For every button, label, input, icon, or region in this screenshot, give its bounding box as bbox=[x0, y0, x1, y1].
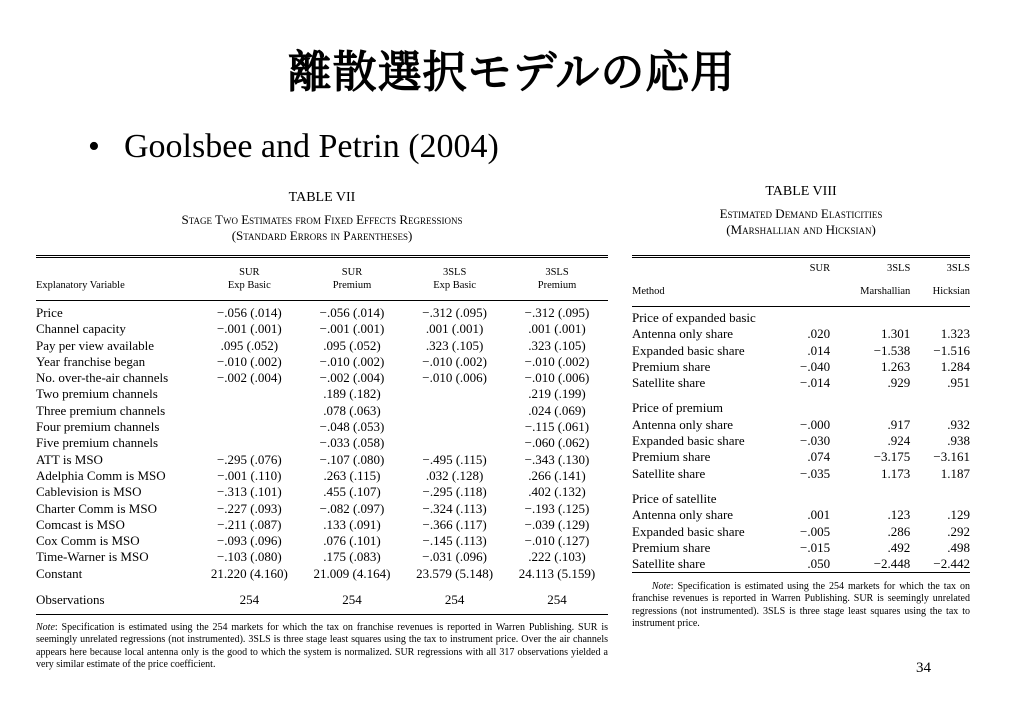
table7-row bbox=[36, 354, 608, 370]
table8-row bbox=[632, 375, 970, 391]
table7-bottom-rule bbox=[36, 615, 608, 616]
table7-cell: −.495 (.115) bbox=[422, 451, 487, 467]
table7-row-label: Three premium channels bbox=[36, 402, 166, 418]
table8-row-label: Satellite share bbox=[632, 375, 706, 391]
table7-row bbox=[36, 517, 608, 533]
table7-cell: −.312 (.095) bbox=[524, 305, 590, 320]
table7-cell: −.227 (.093) bbox=[216, 500, 282, 516]
table8-cell: .938 bbox=[947, 433, 970, 449]
table7-cell: −.056 (.014) bbox=[319, 305, 385, 320]
table7-cell: −.010 (.127) bbox=[524, 533, 590, 549]
table7-rule-cell bbox=[36, 615, 608, 616]
table7-cell: .219 (.199) bbox=[528, 386, 586, 402]
table8-cell: 1.263 bbox=[881, 358, 911, 374]
table8-subtitle: (Marshallian and Hicksian) bbox=[726, 222, 876, 237]
table8-header-cell: 3SLS bbox=[946, 263, 970, 274]
table7-header-cell: SUR bbox=[341, 267, 363, 278]
table7-subtitle: (Standard Errors in Parentheses) bbox=[231, 228, 413, 243]
table7-note-label: Note bbox=[36, 622, 55, 633]
table8-row-label: Expanded basic share bbox=[632, 523, 745, 539]
table8-row bbox=[632, 343, 970, 359]
table7-cell: −.001 (.001) bbox=[319, 321, 385, 337]
table7-cell: .024 (.069) bbox=[528, 402, 586, 418]
table7-row-label: Year franchise began bbox=[36, 353, 146, 369]
table8-cell: .074 bbox=[807, 449, 831, 465]
table7-cell: .263 (.115) bbox=[323, 467, 381, 483]
table7-row-label: No. over-the-air channels bbox=[36, 370, 169, 386]
table7-row bbox=[36, 403, 608, 419]
table8-cell: 1.323 bbox=[940, 326, 970, 342]
table8-group-label: Price of premium bbox=[632, 400, 723, 416]
table8-group-header bbox=[632, 400, 970, 416]
table8-row-label: Premium share bbox=[632, 449, 711, 465]
table7-cell: .076 (.101) bbox=[323, 533, 381, 549]
table7-row bbox=[36, 549, 608, 565]
table7-header-cell: 3SLS bbox=[442, 267, 467, 278]
table7-cell bbox=[403, 435, 506, 451]
table7 bbox=[36, 255, 608, 615]
table8-cell: −3.175 bbox=[873, 449, 911, 465]
table8-row-label: Expanded basic share bbox=[632, 342, 745, 358]
table7-cell: −.107 (.080) bbox=[319, 451, 385, 467]
table7-cell: −.010 (.002) bbox=[524, 353, 590, 369]
table7-row-label: Observations bbox=[36, 592, 105, 608]
table8-group-label: Price of expanded basic bbox=[632, 310, 756, 325]
table7-cell: .402 (.132) bbox=[528, 484, 586, 500]
table7-row bbox=[36, 435, 608, 451]
table7-row bbox=[36, 338, 608, 354]
bullet-dot-icon: • bbox=[88, 128, 100, 165]
table8-cell: 1.173 bbox=[881, 465, 911, 481]
table7-cell: −.145 (.113) bbox=[422, 533, 487, 549]
table7-header-cell: Exp Basic bbox=[227, 280, 271, 291]
table8-cell: .924 bbox=[887, 433, 911, 449]
table7-cell: 21.009 (4.164) bbox=[313, 565, 391, 581]
table7-cell: .095 (.052) bbox=[323, 337, 381, 353]
table8-cell: −.030 bbox=[800, 433, 831, 449]
table8-bottom-rule bbox=[632, 573, 970, 574]
table7-row-label: ATT is MSO bbox=[36, 451, 103, 467]
table7-cell: −.002 (.004) bbox=[216, 370, 282, 386]
table7-cell: −.312 (.095) bbox=[422, 305, 488, 320]
table7-cell: −.313 (.101) bbox=[216, 484, 282, 500]
table7-cell: −.001 (.110) bbox=[217, 467, 282, 483]
table8-cell: 1.187 bbox=[940, 465, 970, 481]
table8-cell: .001 bbox=[807, 507, 831, 523]
table7-cell: −.039 (.129) bbox=[524, 516, 590, 532]
table8-header-cell: Hicksian bbox=[932, 286, 970, 297]
table7-header-cell: Explanatory Variable bbox=[36, 280, 125, 291]
table8-cell: .917 bbox=[887, 416, 911, 432]
table7-cell: −.295 (.076) bbox=[216, 451, 282, 467]
table8-cell: −2.442 bbox=[933, 556, 970, 572]
table7-cell bbox=[198, 419, 301, 435]
table8-cell: .050 bbox=[807, 556, 831, 572]
table7-cell: 21.220 (4.160) bbox=[210, 565, 288, 581]
table7-cell: .095 (.052) bbox=[220, 337, 279, 353]
table7-title: Stage Two Estimates from Fixed Effects Regressions bbox=[181, 212, 463, 227]
table8-cell: .123 bbox=[887, 507, 911, 523]
table8-header-top bbox=[632, 257, 970, 276]
table8-cell: −.035 bbox=[800, 465, 831, 481]
table8-row bbox=[632, 433, 970, 449]
table7-header-cell: Exp Basic bbox=[433, 280, 477, 291]
table8-cell: −1.538 bbox=[873, 342, 911, 358]
table7-cell bbox=[198, 386, 301, 402]
table7-header-cell: 3SLS bbox=[545, 267, 569, 278]
table7-cell: 254 bbox=[444, 592, 465, 608]
table8-cell: −.005 bbox=[800, 523, 831, 539]
table7-row bbox=[36, 566, 608, 582]
table7-header-cell: SUR bbox=[239, 267, 260, 278]
table8-cell: .932 bbox=[947, 416, 970, 432]
table7-row-label: Cox Comm is MSO bbox=[36, 533, 140, 549]
table7-cell: .001 (.001) bbox=[425, 321, 484, 337]
bullet-text: Goolsbee and Petrin (2004) bbox=[124, 128, 499, 165]
table7-cell: 254 bbox=[547, 592, 567, 608]
table8-cell: .929 bbox=[887, 375, 911, 391]
table7-cell: .032 (.128) bbox=[425, 467, 484, 483]
table8-row-label: Expanded basic share bbox=[632, 433, 745, 449]
table8-group-gap bbox=[632, 391, 970, 400]
table8-group-gap bbox=[632, 482, 970, 491]
table7-row bbox=[36, 419, 608, 435]
table7-header-cell: Premium bbox=[537, 280, 577, 291]
table7-row-label: Two premium channels bbox=[36, 386, 158, 402]
table7-cell: −.010 (.006) bbox=[524, 370, 590, 386]
table7-row bbox=[36, 468, 608, 484]
table8-gap-cell bbox=[632, 391, 970, 400]
table7-cell: −.093 (.096) bbox=[216, 533, 282, 549]
table7-row bbox=[36, 452, 608, 468]
table7-row-label: Comcast is MSO bbox=[36, 516, 125, 532]
table7-cell: .266 (.141) bbox=[528, 467, 586, 483]
table7-cell: −.010 (.002) bbox=[319, 353, 385, 369]
table7-cell bbox=[403, 403, 506, 419]
table7-note bbox=[36, 622, 608, 672]
table8-cell: .020 bbox=[807, 326, 831, 342]
table8-cell: −.000 bbox=[800, 416, 831, 432]
table8-cell: −2.448 bbox=[873, 556, 911, 572]
table7-header-cell bbox=[36, 257, 198, 280]
table8-header-cell: Method bbox=[632, 286, 665, 297]
table7-cell: −.031 (.096) bbox=[422, 549, 488, 565]
table8-cell: .014 bbox=[807, 342, 831, 358]
table7-row bbox=[36, 484, 608, 500]
table8-caption bbox=[632, 184, 970, 238]
table7-caption bbox=[36, 190, 608, 244]
table8-row-label: Antenna only share bbox=[632, 507, 734, 523]
table8-row bbox=[632, 507, 970, 523]
table7-cell: .323 (.105) bbox=[425, 337, 484, 353]
table8-note bbox=[632, 581, 970, 631]
table7-cell: −.056 (.014) bbox=[216, 305, 282, 320]
table8-cell: .292 bbox=[947, 523, 970, 539]
table8-cell: .498 bbox=[947, 539, 970, 555]
table7-cell: .001 (.001) bbox=[528, 321, 586, 337]
table8-cell: −.040 bbox=[800, 358, 831, 374]
table7-cell: 254 bbox=[239, 592, 260, 608]
table7-cell: .175 (.083) bbox=[323, 549, 381, 565]
table7-row bbox=[36, 533, 608, 549]
table7-row-label: Four premium channels bbox=[36, 419, 160, 435]
table7-row-label: Five premium channels bbox=[36, 435, 159, 451]
table7-cell: .222 (.103) bbox=[528, 549, 586, 565]
table7-header-cell: Premium bbox=[332, 280, 372, 291]
table7-cell bbox=[198, 403, 301, 419]
table7-cell: .323 (.105) bbox=[528, 337, 586, 353]
table8-cell: 1.284 bbox=[940, 358, 970, 374]
table7-cell: −.010 (.002) bbox=[422, 353, 488, 369]
table7-cell bbox=[198, 435, 301, 451]
table7-cell: −.324 (.113) bbox=[422, 500, 487, 516]
table8-cell: −.015 bbox=[800, 539, 831, 555]
table7-cell: 23.579 (5.148) bbox=[416, 565, 494, 581]
table8-row bbox=[632, 326, 970, 342]
table7-note-text: : Specification is estimated using the 254 markets for which the tax on franchise revenues is reported in Warren Publishing. SUR is seemingly unrelated regressions (not instrumented). 3SLS is three stage least squares using the tax to instrument price. Over the air channels appears here because local antenna only is the good to which the system is normalized. SUR regressions with all 317 observations yielded a very similar estimate of the price coefficient. bbox=[36, 622, 608, 671]
table7-row bbox=[36, 386, 608, 402]
table8-cell: .286 bbox=[887, 523, 911, 539]
table7-cell: −.295 (.118) bbox=[422, 484, 487, 500]
table7-row-label: Adelphia Comm is MSO bbox=[36, 467, 166, 483]
table7-cell: −.343 (.130) bbox=[524, 451, 590, 467]
table8-cell: .951 bbox=[947, 375, 970, 391]
table8-title: Estimated Demand Elasticities bbox=[719, 206, 883, 221]
table8-row bbox=[632, 556, 970, 573]
table8-row-label: Antenna only share bbox=[632, 326, 734, 342]
table7-cell: .455 (.107) bbox=[323, 484, 381, 500]
table7-cell: .133 (.091) bbox=[323, 516, 381, 532]
table7-row-label: Pay per view available bbox=[36, 337, 155, 353]
table8-header-cell: 3SLS bbox=[886, 263, 911, 274]
table7-header-top bbox=[36, 257, 608, 280]
table8-cell: −3.161 bbox=[933, 449, 970, 465]
table8-row-label: Premium share bbox=[632, 539, 711, 555]
table8-cell: 1.301 bbox=[881, 326, 911, 342]
table8-cell: .492 bbox=[887, 539, 911, 555]
table8-row bbox=[632, 466, 970, 482]
table8-row-label: Satellite share bbox=[632, 465, 706, 481]
table7-cell: .189 (.182) bbox=[323, 386, 381, 402]
table8-note-text: : Specification is estimated using the 254 markets for which the tax on franchise revenues is reported in Warren Publishing. SUR is seemingly unrelated regressions (not instrumented). 3SLS is three stage least squares using the tax to instrument price. bbox=[632, 581, 970, 630]
table7-cell: −.001 (.001) bbox=[216, 321, 282, 337]
table7-cell bbox=[403, 419, 506, 435]
table8-header-cell bbox=[782, 275, 830, 307]
table8-group-label: Price of satellite bbox=[632, 490, 717, 506]
table7-row bbox=[36, 301, 608, 322]
bullet-item bbox=[88, 128, 499, 166]
table8-group-header bbox=[632, 307, 970, 327]
table7-row-label: Price bbox=[36, 305, 63, 320]
table7-cell: −.010 (.006) bbox=[422, 370, 488, 386]
page-number: 34 bbox=[916, 660, 931, 676]
table8-rule-cell bbox=[632, 573, 970, 574]
table7-row-label: Time-Warner is MSO bbox=[36, 549, 149, 565]
table8-gap-cell bbox=[632, 482, 970, 491]
table8 bbox=[632, 255, 970, 573]
table8-row bbox=[632, 524, 970, 540]
table7-cell: −.366 (.117) bbox=[422, 516, 487, 532]
table7-cell: −.082 (.097) bbox=[319, 500, 385, 516]
table7-row-label: Cablevision is MSO bbox=[36, 484, 142, 500]
table7-cell: −.010 (.002) bbox=[216, 353, 282, 369]
table8-cell: −.014 bbox=[800, 375, 831, 391]
table7-row-label: Constant bbox=[36, 565, 83, 581]
table7-cell: 254 bbox=[342, 592, 362, 608]
table7-header-bottom bbox=[36, 279, 608, 301]
table8-row-label: Satellite share bbox=[632, 556, 706, 572]
table7-row bbox=[36, 501, 608, 517]
table8-row bbox=[632, 540, 970, 556]
table8-note-label: Note bbox=[651, 581, 671, 592]
table8-row bbox=[632, 359, 970, 375]
table7-observations-row bbox=[36, 582, 608, 615]
table7-cell: −.002 (.004) bbox=[319, 370, 385, 386]
table8-header-cell: Marshallian bbox=[860, 286, 911, 297]
table7-cell: −.211 (.087) bbox=[217, 516, 282, 532]
table7-cell: −.033 (.058) bbox=[319, 435, 385, 451]
table7-cell: 24.113 (5.159) bbox=[518, 565, 596, 581]
table8-header-cell: SUR bbox=[809, 263, 831, 274]
table7-number: TABLE VII bbox=[288, 190, 356, 205]
table8-row-label: Antenna only share bbox=[632, 416, 734, 432]
table7-row bbox=[36, 370, 608, 386]
table8-header-cell bbox=[632, 257, 782, 276]
table8-group-header bbox=[632, 491, 970, 507]
table7-row bbox=[36, 321, 608, 337]
table8-number: TABLE VIII bbox=[765, 184, 837, 199]
table8-row bbox=[632, 417, 970, 433]
table8-row bbox=[632, 449, 970, 465]
table7-cell: −.115 (.061) bbox=[524, 419, 590, 435]
table7-row-label: Channel capacity bbox=[36, 321, 126, 337]
table7-row-label: Charter Comm is MSO bbox=[36, 500, 157, 516]
table7-cell: −.193 (.125) bbox=[524, 500, 590, 516]
table8-cell: .129 bbox=[947, 507, 970, 523]
table7-cell: −.103 (.080) bbox=[216, 549, 282, 565]
table7-cell: −.048 (.053) bbox=[319, 419, 385, 435]
slide-title: 離散選択モデルの応用 bbox=[287, 47, 736, 98]
table7-cell: .078 (.063) bbox=[323, 402, 381, 418]
table7-cell bbox=[403, 386, 506, 402]
table8-header-bottom bbox=[632, 275, 970, 307]
table7-cell: −.060 (.062) bbox=[524, 435, 590, 451]
table8-cell: −1.516 bbox=[933, 342, 970, 358]
table8-row-label: Premium share bbox=[632, 358, 711, 374]
